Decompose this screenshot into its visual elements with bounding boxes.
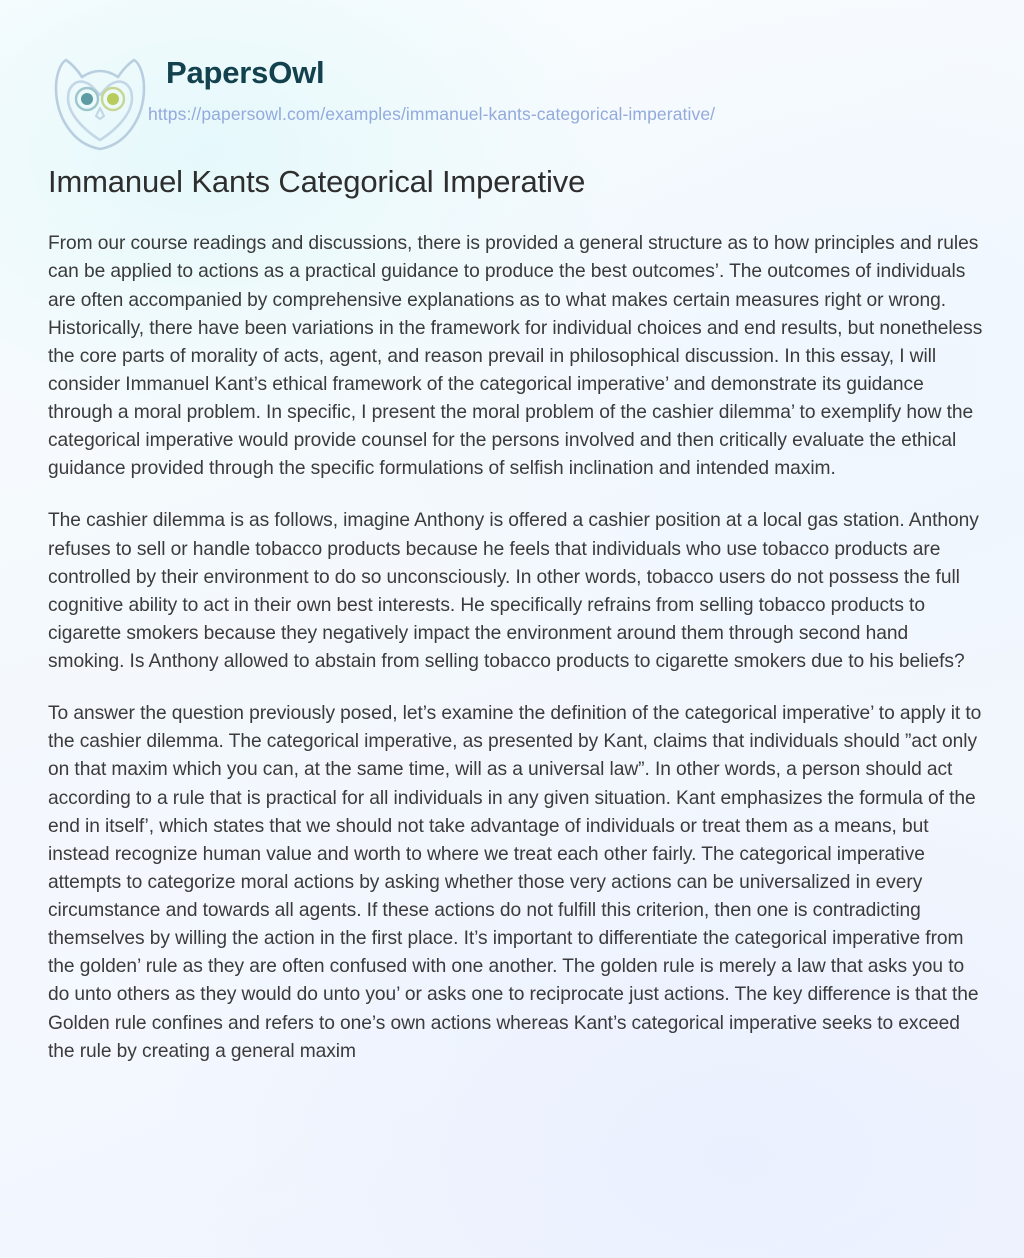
article-paragraph: The cashier dilemma is as follows, imagine Anthony is offered a cashier position at a local gas station. Anthony refuses to sell or handle tobacco products because he feels that individuals who use tobacco products are controlled by their environment to do so unconsciously. In other words, tobacco users do not possess the full cognitive ability to act in their own best interests. He specifically refrains from selling tobacco products to cigarette smokers because they negatively impact the environment around them through second hand smoking. Is Anthony allowed to abstain from selling tobacco products to cigarette smokers due to his beliefs? (48, 510, 979, 673)
page-url-link[interactable]: https://papersowl.com/examples/immanuel-kants-categorical-imperative/ (148, 104, 716, 124)
article-container (48, 162, 984, 1066)
article-body (48, 230, 984, 1066)
owl-logo-icon[interactable] (46, 52, 154, 152)
brand-name: PapersOwl (166, 55, 325, 90)
article-paragraph: To answer the question previously posed, let’s examine the definition of the categorical imperative’ to apply it to the cashier dilemma. The categorical imperative, as presented by Kant, claims that individuals should ”act only on that maxim which you can, at the same time, will as a universal law”. In other words, a person should act according to a rule that is practical for all individuals in any given situation. Kant emphasizes the formula of the end in itself’, which states that we should not take advantage of individuals or treat them as a means, but instead recognize human value and worth to where we treat each other fairly. The categorical imperative attempts to categorize moral actions by asking whether those very actions can be universalized in every circumstance and towards all agents. If these actions do not fulfill this criterion, then one is contradicting themselves by willing the action in the first place. It’s important to differentiate the categorical imperative from the golden’ rule as they are often confused with one another. The golden rule is merely a law that asks you to do unto others as they would do unto you’ or asks one to reciprocate just actions. The key difference is that the Golden rule confines and refers to one’s own actions whereas Kant’s categorical imperative seeks to exceed the rule by creating a general maxim (48, 703, 982, 1062)
site-header (0, 0, 1024, 152)
article-paragraph: From our course readings and discussions, there is provided a general structure as to how principles and rules can be applied to actions as a practical guidance to produce the best outcomes’. The outcomes of individuals are often accompanied by comprehensive explanations as to what makes certain measures right or wrong. Historically, there have been variations in the framework for individual choices and end results, but nonetheless the core parts of morality of acts, agent, and reason prevail in philosophical discussion. In this essay, I will consider Immanuel Kant’s ethical framework of the categorical imperative’ and demonstrate its guidance through a moral problem. In specific, I present the moral problem of the cashier dilemma’ to exemplify how the categorical imperative would provide counsel for the persons involved and then critically evaluate the ethical guidance provided through the specific formulations of selfish inclination and intended maxim. (48, 233, 983, 480)
page-title: Immanuel Kants Categorical Imperative (48, 164, 586, 199)
